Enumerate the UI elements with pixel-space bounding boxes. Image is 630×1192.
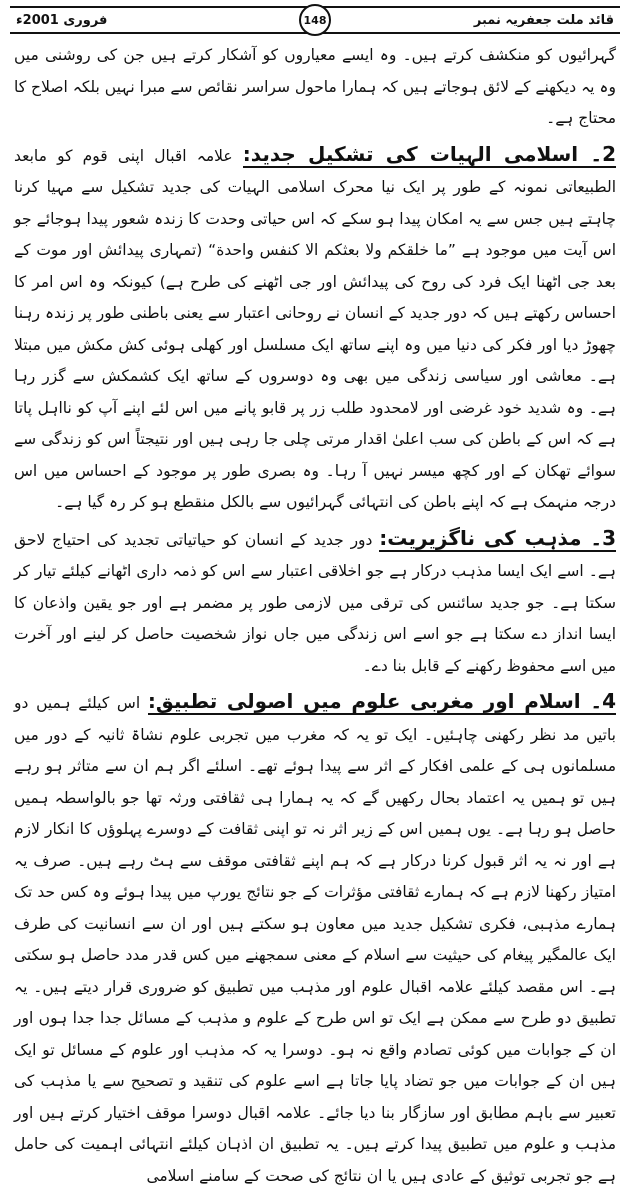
paragraph-1 — [14, 40, 616, 135]
issue-date: فروری 2001ء — [16, 12, 108, 28]
publication-title: قائد ملت جعفریہ نمبر — [473, 12, 614, 28]
paragraph-2 — [14, 139, 616, 519]
paragraph-text: گہرائیوں کو منکشف کرتے ہیں۔ وہ ایسے معیاروں کو آشکار کرتے ہیں جن کی روشنی میں وہ یہ دیکھنے کے لائق ہوجاتے ہیں کہ ہمارا ماحول سراسر نقائص سے مبرا نہیں بلکہ اصلاح کا محتاج ہے۔ — [14, 46, 616, 127]
section-heading-islamic-theology: 2۔ اسلامی الہیات کی تشکیل جدید: — [242, 141, 616, 166]
paragraph-text: اس کیلئے ہمیں دو باتیں مد نظر رکھنی چاہئیں۔ ایک تو یہ کہ مغرب میں تجربی علوم نشاۃ ثانیہ کے دور میں مسلمانوں ہی کے علمی افکار کے اثر سے پیدا ہوئے تھے۔ اسلئے اگر ہم ان سے متاثر ہو رہے ہیں تو ہمیں یہ اعتماد بحال رکھیں گے کہ یہ ہمارا ہی ثقافتی ورثہ تھا جو بالواسطہ ہمیں حاصل ہو رہا ہے۔ یوں ہمیں اس کے زیر اثر نہ تو اپنی ثقافت کے دوسرے پہلوؤں کا انکار لازم ہے اور نہ یہ اثر قبول کرنا درکار ہے کہ ہم اپنے ثقافتی موقف سے ہٹ رہے ہیں۔ صرف یہ امتیاز رکھنا لازم ہے کہ ہمارے ثقافتی مؤثرات کے جو نتائج یورپ میں پیدا ہوئے وہ کس حد تک ہمارے مذہبی، فکری تشکیل جدید میں معاون ہو سکتے ہیں اور ان سے انسانیت کی طرف ایک عالمگیر پیغام کی حیثیت سے اسلام کے معنی سمجھنے میں کس قدر مدد حاصل ہو سکتی ہے۔ اس مقصد کیلئے علامہ اقبال علوم اور مذہب میں تطبیق کو ضروری قرار دیتے ہیں۔ یہ تطبیق دو طرح سے ممکن ہے ایک تو اس طرح کے علوم و مذہب کے مسائل جدا جدا ہوں اور ان کے جوابات میں کوئی تصادم واقع نہ ہو۔ دوسرا یہ کہ مذہب اور علوم کے مسائل تو ایک ہیں ان کے جوابات میں جو تضاد پایا جاتا ہے اسے علوم کی تنقید و تصحیح سے یا مذہب کی تعبیر سے باہم مطابق اور سازگار بنا دیا جائے۔ علامہ اقبال دوسرا موقف اختیار کرتے ہیں اور مذہب و علوم میں تطبیق پیدا کرتے ہیں۔ یہ تطبیق ان اذہان کیلئے انتہائی اہمیت کی حامل ہے جو تجربی توثیق کے عادی ہیں یا ان نتائج کی صحت کے سامنے اسلامی — [14, 694, 616, 1185]
page-number: 148 — [299, 4, 331, 36]
paragraph-3 — [14, 523, 616, 683]
page-header — [10, 6, 620, 34]
section-heading-necessity-of-religion: 3۔ مذہب کی ناگزیریت: — [379, 525, 616, 550]
article-body — [14, 40, 616, 1185]
paragraph-text: علامہ اقبال اپنی قوم کو مابعد الطبیعاتی نمونہ کے طور پر ایک نیا محرک اسلامی الہیات کی جدید تشکیل سے مہیا کرنا چاہتے ہیں جس سے یہ امکان پیدا ہو سکے کہ اس حیاتی وحدت کا زندہ شعور پیدا ہوجائے جو اس آیت میں موجود ہے ”ما خلقکم ولا بعثکم الا کنفس واحدة“ (تمہاری پیدائش اور موت کے بعد جی اٹھنا ایک فرد کی روح کی پیدائش اور جی اٹھنے کی طرح ہے) کیونکہ وہ اس امر کا احساس رکھتے ہیں کہ دور جدید کے انسان نے روحانی اعتبار سے یعنی باطنی طور پر زندہ رہنا چھوڑ دیا اور فکر کی دنیا میں وہ اپنے ساتھ ایک مسلسل اور کھلی ہوئی کش مکش میں مبتلا ہے۔ معاشی اور سیاسی زندگی میں بھی وہ دوسروں کے ساتھ ایک کشمکش سے گزر رہا ہے۔ وہ شدید خود غرضی اور لامحدود طلب زر پر قابو پانے میں اس لئے اپنے آپ کو نااہل پاتا ہے کہ اس کے باطن کی سب اعلیٰ اقدار مرتی چلی جا رہی ہیں اور نتیجتاً اس کو زندگی سے سوائے تھکان کے اور کچھ میسر نہیں آ رہا۔ وہ بصری طور پر موجود کے احساس میں اس درجہ منہمک ہے کہ اپنے باطن کی انتہائی گہرائیوں سے بالکل منقطع ہو کر رہ گیا ہے۔ — [14, 146, 616, 511]
section-heading-islam-western-sciences: 4۔ اسلام اور مغربی علوم میں اصولی تطبیق: — [147, 689, 616, 713]
paragraph-4 — [14, 686, 616, 1192]
paragraph-text: دور جدید کے انسان کو حیاتیاتی تجدید کی احتیاج لاحق ہے۔ اسے ایک ایسا مذہب درکار ہے جو اخلاقی اعتبار سے اس کو ذمہ داری اٹھانے کیلئے تیار کر سکتا ہے۔ جو جدید سائنس کی ترقی میں لازمی طور پر مضمر ہے اور جو یقین واذعان کا ایسا انداز دے سکتا ہے جو اسے اس زندگی میں جاں نواز شخصیت حاصل کر لینے اور آخرت میں اسے محفوظ رکھنے کے قابل بنا دے۔ — [14, 530, 616, 675]
